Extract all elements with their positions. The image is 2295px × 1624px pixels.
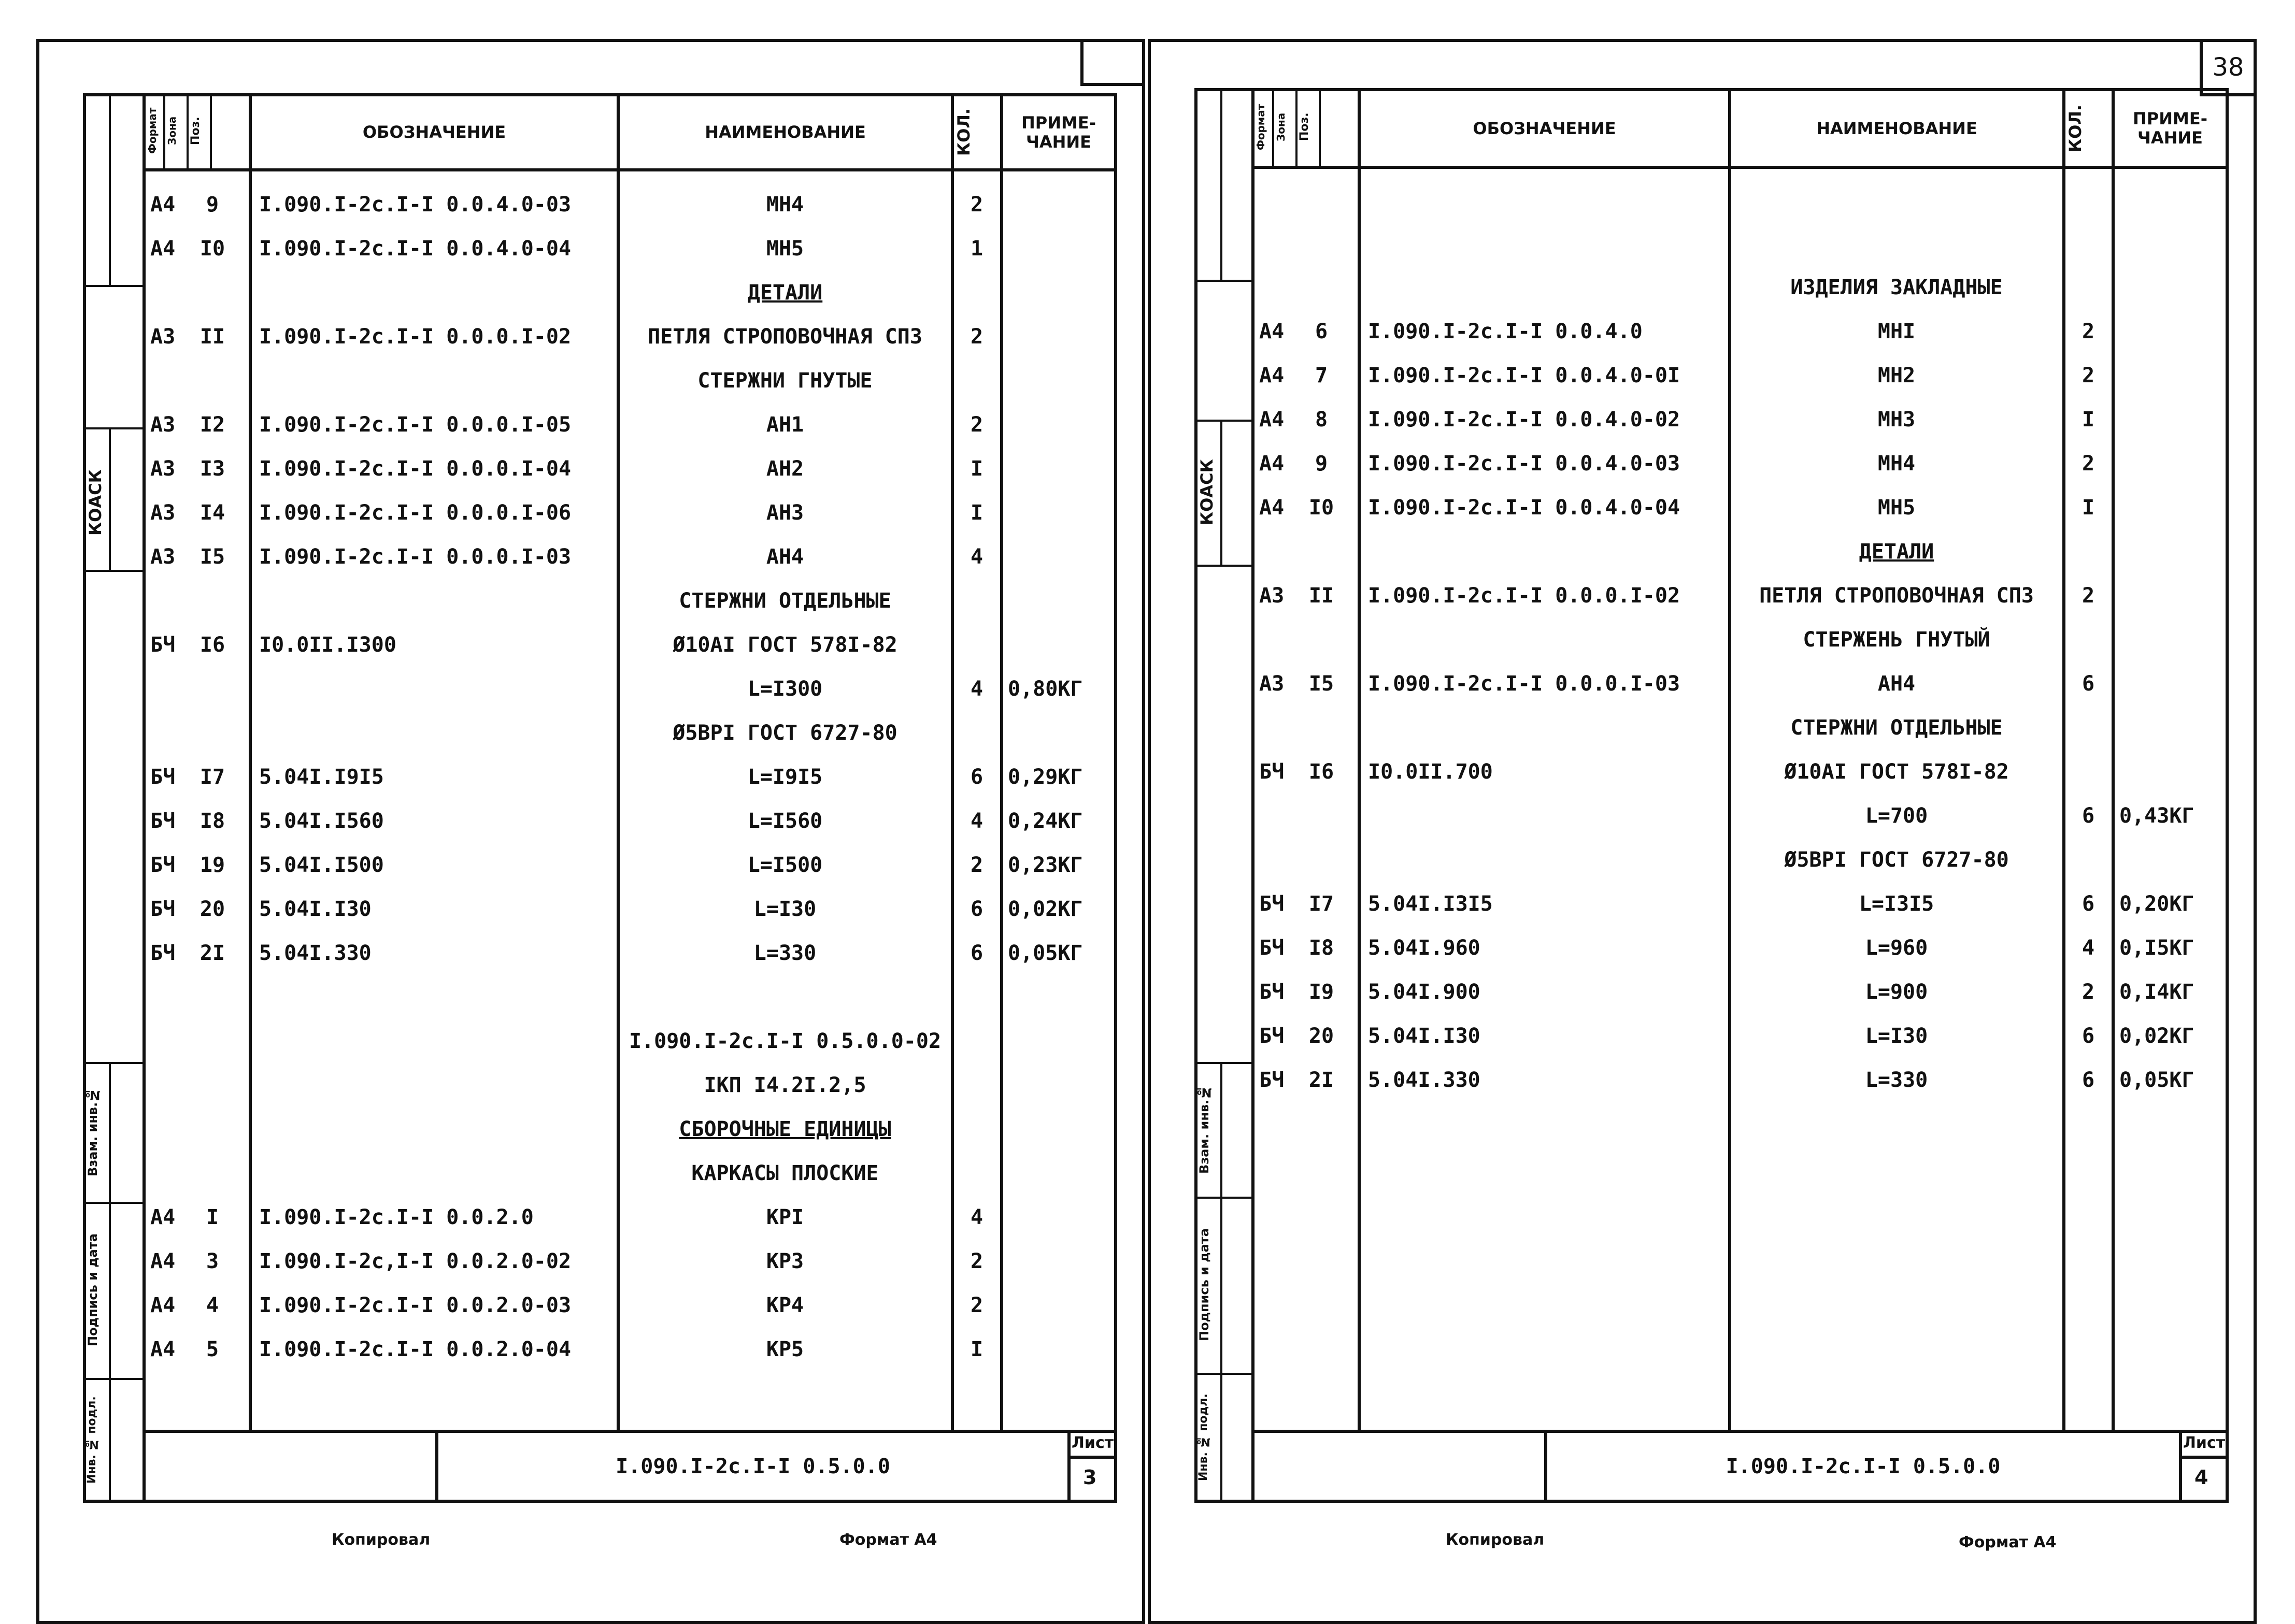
right-row-8-name: ПЕТЛЯ СТРОПОВОЧНАЯ СП3 (1759, 584, 2034, 608)
left-row-6-qty: I (970, 457, 983, 481)
left-row-7-pos: I4 (199, 501, 225, 525)
right-row-2-note (2119, 310, 2223, 353)
left-row-4-name: СТЕРЖНИ ГНУТЫЕ (697, 369, 873, 393)
left-row-23-fmt: А4 (150, 1205, 176, 1229)
right-row-2-pos: 6 (1315, 320, 1328, 343)
left-row-13-name: L=I9I5 (747, 765, 823, 789)
left-row-13-note: 0,29КГ (1008, 765, 1083, 789)
right-row-5-des: I.090.I-2c.I-I 0.0.4.0-03 (1368, 452, 1680, 476)
left-row-14-fmt: БЧ (150, 809, 176, 833)
left-copied: Копировал (332, 1531, 431, 1549)
left-row-14-qty: 4 (970, 809, 983, 833)
right-row-10-pos: I5 (1308, 672, 1334, 696)
left-row-13-des: 5.04I.I9I5 (259, 765, 384, 789)
left-row-7-name: АН3 (766, 501, 804, 525)
left-row-0-qty: 2 (970, 193, 983, 217)
left-header-zone: Зона (166, 116, 178, 146)
right-row-15-des: 5.04I.I3I5 (1368, 892, 1493, 916)
left-header-pos: Поз. (189, 117, 202, 145)
left-header-name: НАИМЕНОВАНИЕ (705, 122, 866, 142)
left-row-11-qty: 4 (970, 677, 983, 701)
left-row-26-fmt: А4 (150, 1338, 176, 1361)
right-row-7-name: ДЕТАЛИ (1859, 540, 1934, 564)
left-row-23-des: I.090.I-2c.I-I 0.0.2.0 (259, 1205, 534, 1229)
right-row-17-pos: I9 (1308, 980, 1334, 1004)
right-header-zone: Зона (1275, 112, 1287, 141)
right-row-16-qty: 4 (2082, 936, 2095, 960)
left-row-20-name: IКП I4.2I.2,5 (704, 1073, 866, 1097)
right-row-3-qty: 2 (2082, 364, 2095, 387)
right-row-14-name: Ø5ВРI ГОСТ 6727-80 (1784, 848, 2009, 872)
left-row-26-name: КР5 (766, 1338, 804, 1361)
right-row-6-des: I.090.I-2c.I-I 0.0.4.0-04 (1368, 496, 1680, 520)
right-row-5-qty: 2 (2082, 452, 2095, 476)
right-row-19-name: L=330 (1865, 1068, 1928, 1092)
left-row-24-fmt: А4 (150, 1249, 176, 1273)
left-row-25-qty: 2 (970, 1294, 983, 1317)
right-row-6-note (2119, 486, 2223, 529)
right-vzam-label: Взам. инв.№ (1197, 1085, 1211, 1174)
right-copied: Копировал (1446, 1531, 1545, 1549)
left-row-14-name: L=I560 (747, 809, 823, 833)
left-format: Формат А4 (839, 1531, 937, 1549)
right-header-name: НАИМЕНОВАНИЕ (1816, 118, 1977, 138)
left-row-1-note (1008, 227, 1111, 270)
left-header-qty: КОЛ. (954, 108, 974, 156)
left-row-18-name (622, 975, 948, 1019)
left-row-16-pos: 20 (199, 897, 225, 921)
right-row-8-pos: II (1308, 584, 1334, 608)
left-row-25-pos: 4 (206, 1294, 219, 1317)
left-sheet-label: Лист (1072, 1434, 1114, 1452)
left-row-25-note (1008, 1284, 1111, 1327)
left-row-11-name: L=I300 (747, 677, 823, 701)
left-row-26-des: I.090.I-2c.I-I 0.0.2.0-04 (259, 1338, 572, 1361)
left-row-9-name: СТЕРЖНИ ОТДЕЛЬНЫЕ (679, 589, 891, 613)
right-row-17-qty: 2 (2082, 980, 2095, 1004)
left-row-0-note (1008, 183, 1111, 226)
right-row-13-qty: 6 (2082, 804, 2095, 828)
left-stamp-code: I.090.I-2c.I-I 0.5.0.0 (616, 1454, 890, 1478)
right-row-4-note (2119, 398, 2223, 441)
right-row-16-des: 5.04I.960 (1368, 936, 1480, 960)
left-row-26-qty: I (970, 1338, 983, 1361)
left-row-5-name: АН1 (766, 413, 804, 437)
left-row-7-fmt: А3 (150, 501, 176, 525)
left-inv-label: Инв. № подл. (85, 1396, 98, 1484)
left-row-17-note: 0,05КГ (1008, 941, 1083, 965)
right-row-2-name: МНI (1877, 320, 1916, 343)
right-row-15-note: 0,20КГ (2119, 892, 2194, 916)
right-row-17-fmt: БЧ (1259, 980, 1285, 1004)
left-row-7-note (1008, 491, 1111, 535)
left-row-17-des: 5.04I.330 (259, 941, 372, 965)
left-row-14-des: 5.04I.I560 (259, 809, 384, 833)
right-sheet-label: Лист (2183, 1434, 2226, 1452)
right-row-5-fmt: А4 (1259, 452, 1285, 476)
left-row-0-name: МН4 (766, 193, 804, 217)
right-row-18-name: L=I30 (1865, 1024, 1928, 1048)
left-row-23-pos: I (206, 1205, 219, 1229)
left-row-24-note (1008, 1240, 1111, 1283)
right-row-5-note (2119, 442, 2223, 485)
left-row-24-pos: 3 (206, 1249, 219, 1273)
right-row-19-note: 0,05КГ (2119, 1068, 2194, 1092)
left-row-3-fmt: А3 (150, 325, 176, 349)
right-stamp-code: I.090.I-2c.I-I 0.5.0.0 (1726, 1454, 2001, 1478)
left-row-21-name: СБОРОЧНЫЕ ЕДИНИЦЫ (679, 1117, 891, 1141)
right-row-16-name: L=960 (1865, 936, 1928, 960)
left-row-17-name: L=330 (753, 941, 817, 965)
left-row-15-note: 0,23КГ (1008, 853, 1083, 877)
left-row-13-qty: 6 (970, 765, 983, 789)
left-row-3-qty: 2 (970, 325, 983, 349)
right-row-3-fmt: А4 (1259, 364, 1285, 387)
left-row-6-des: I.090.I-2c.I-I 0.0.0.I-04 (259, 457, 572, 481)
left-row-16-name: L=I30 (753, 897, 817, 921)
left-row-17-fmt: БЧ (150, 941, 176, 965)
left-row-3-name: ПЕТЛЯ СТРОПОВОЧНАЯ СП3 (648, 325, 922, 349)
left-row-3-note (1008, 315, 1111, 358)
right-header-designation: ОБОЗНАЧЕНИЕ (1473, 118, 1616, 138)
left-row-3-pos: II (199, 325, 225, 349)
right-row-18-pos: 20 (1308, 1024, 1334, 1048)
right-row-18-note: 0,02КГ (2119, 1024, 2194, 1048)
right-row-17-des: 5.04I.900 (1368, 980, 1480, 1004)
left-row-17-pos: 2I (199, 941, 225, 965)
left-row-7-qty: I (970, 501, 983, 525)
left-vzam-label: Взам. инв.№ (85, 1087, 100, 1176)
left-row-8-des: I.090.I-2c.I-I 0.0.0.I-03 (259, 545, 572, 569)
right-row-15-fmt: БЧ (1259, 892, 1285, 916)
left-row-10-des: I0.0II.I300 (259, 633, 396, 657)
right-row-4-name: МН3 (1877, 408, 1916, 432)
left-row-3-des: I.090.I-2c.I-I 0.0.0.I-02 (259, 325, 572, 349)
right-row-12-name: Ø10АI ГОСТ 578I-82 (1784, 760, 2009, 784)
left-row-5-pos: I2 (199, 413, 225, 437)
right-row-2-fmt: А4 (1259, 320, 1285, 343)
left-row-10-fmt: БЧ (150, 633, 176, 657)
left-row-15-qty: 2 (970, 853, 983, 877)
left-row-19-name: I.090.I-2c.I-I 0.5.0.0-02 (629, 1029, 942, 1053)
left-sheet-number: 3 (1083, 1466, 1097, 1489)
right-row-12-pos: I6 (1308, 760, 1334, 784)
left-row-8-pos: I5 (199, 545, 225, 569)
left-row-6-pos: I3 (199, 457, 225, 481)
right-row-3-name: МН2 (1877, 364, 1916, 387)
right-row-1-name: ИЗДЕЛИЯ ЗАКЛАДНЫЕ (1790, 276, 2003, 299)
left-row-8-fmt: А3 (150, 545, 176, 569)
right-row-18-qty: 6 (2082, 1024, 2095, 1048)
left-row-5-note (1008, 403, 1111, 447)
right-header-note: ПРИМЕ- ЧАНИЕ (2133, 109, 2207, 148)
right-header-qty: КОЛ. (2065, 104, 2085, 152)
left-row-26-pos: 5 (206, 1338, 219, 1361)
right-row-8-qty: 2 (2082, 584, 2095, 608)
right-format: Формат А4 (1959, 1533, 2057, 1551)
right-row-17-note: 0,I4КГ (2119, 980, 2194, 1004)
left-podpis-label: Подпись и дата (85, 1233, 100, 1346)
right-row-10-qty: 6 (2082, 672, 2095, 696)
right-row-0-name (1733, 222, 2060, 265)
right-row-12-note (2119, 750, 2223, 794)
left-row-12-name: Ø5ВРI ГОСТ 6727-80 (673, 721, 897, 745)
left-row-1-name: МН5 (766, 237, 804, 261)
right-row-6-fmt: А4 (1259, 496, 1285, 520)
right-row-10-name: АН4 (1877, 672, 1916, 696)
right-row-12-qty (2065, 750, 2112, 794)
left-row-16-note: 0,02КГ (1008, 897, 1083, 921)
right-row-19-pos: 2I (1308, 1068, 1334, 1092)
right-row-12-fmt: БЧ (1259, 760, 1285, 784)
left-row-5-des: I.090.I-2c.I-I 0.0.0.I-05 (259, 413, 572, 437)
left-row-1-des: I.090.I-2c.I-I 0.0.4.0-04 (259, 237, 572, 261)
left-row-15-pos: 19 (199, 853, 225, 877)
left-row-10-pos: I6 (199, 633, 225, 657)
left-row-1-qty: 1 (970, 237, 983, 261)
right-row-8-des: I.090.I-2c.I-I 0.0.0.I-02 (1368, 584, 1680, 608)
right-row-12-des: I0.0II.700 (1368, 760, 1493, 784)
left-row-11-note: 0,80КГ (1008, 677, 1083, 701)
left-row-5-fmt: А3 (150, 413, 176, 437)
left-row-25-fmt: А4 (150, 1294, 176, 1317)
right-row-19-qty: 6 (2082, 1068, 2095, 1092)
left-row-2-name: ДЕТАЛИ (747, 281, 823, 305)
left-row-10-qty (953, 623, 1000, 667)
left-row-26-note (1008, 1328, 1111, 1371)
left-row-16-fmt: БЧ (150, 897, 176, 921)
left-row-8-note (1008, 535, 1111, 579)
left-row-24-qty: 2 (970, 1249, 983, 1273)
right-sheet-number: 4 (2194, 1466, 2208, 1489)
left-row-22-name: КАРКАСЫ ПЛОСКИЕ (691, 1161, 879, 1185)
left-row-8-qty: 4 (970, 545, 983, 569)
left-row-10-name: Ø10АI ГОСТ 578I-82 (673, 633, 897, 657)
left-row-0-pos: 9 (206, 193, 219, 217)
right-row-15-name: L=I3I5 (1859, 892, 1934, 916)
right-row-18-fmt: БЧ (1259, 1024, 1285, 1048)
left-row-8-name: АН4 (766, 545, 804, 569)
right-row-9-name: СТЕРЖЕНЬ ГНУТЫЙ (1803, 628, 1990, 652)
right-podpis-label: Подпись и дата (1197, 1228, 1211, 1341)
left-row-16-qty: 6 (970, 897, 983, 921)
right-row-5-pos: 9 (1315, 452, 1328, 476)
left-row-10-note (1008, 623, 1111, 667)
left-row-24-des: I.090.I-2c,I-I 0.0.2.0-02 (259, 1249, 572, 1273)
left-row-14-pos: I8 (199, 809, 225, 833)
left-row-25-des: I.090.I-2c.I-I 0.0.2.0-03 (259, 1294, 572, 1317)
right-row-8-fmt: А3 (1259, 584, 1285, 608)
right-row-6-name: МН5 (1877, 496, 1916, 520)
left-row-7-des: I.090.I-2c.I-I 0.0.0.I-06 (259, 501, 572, 525)
left-row-6-fmt: А3 (150, 457, 176, 481)
left-row-6-name: АН2 (766, 457, 804, 481)
right-row-10-note (2119, 662, 2223, 706)
right-row-17-name: L=900 (1865, 980, 1928, 1004)
left-row-15-name: L=I500 (747, 853, 823, 877)
left-row-5-qty: 2 (970, 413, 983, 437)
right-row-19-fmt: БЧ (1259, 1068, 1285, 1092)
left-row-25-name: КР4 (766, 1294, 804, 1317)
right-row-10-fmt: А3 (1259, 672, 1285, 696)
right-row-2-qty: 2 (2082, 320, 2095, 343)
left-row-6-note (1008, 447, 1111, 491)
left-row-15-fmt: БЧ (150, 853, 176, 877)
left-koask-label: КОАСК (85, 469, 105, 536)
left-row-13-pos: I7 (199, 765, 225, 789)
right-row-19-des: 5.04I.330 (1368, 1068, 1480, 1092)
right-row-11-name: СТЕРЖНИ ОТДЕЛЬНЫЕ (1790, 716, 2003, 740)
right-row-8-note (2119, 574, 2223, 617)
left-row-24-name: КР3 (766, 1249, 804, 1273)
right-row-4-des: I.090.I-2c.I-I 0.0.4.0-02 (1368, 408, 1680, 432)
left-row-14-note: 0,24КГ (1008, 809, 1083, 833)
right-header-pos: Поз. (1298, 112, 1311, 141)
right-koask-label: КОАСК (1197, 459, 1217, 525)
right-row-15-pos: I7 (1308, 892, 1334, 916)
left-row-15-des: 5.04I.I500 (259, 853, 384, 877)
right-row-16-pos: I8 (1308, 936, 1334, 960)
left-row-16-des: 5.04I.I30 (259, 897, 372, 921)
left-header-designation: ОБОЗНАЧЕНИЕ (362, 122, 506, 142)
left-header-note: ПРИМЕ- ЧАНИЕ (1021, 112, 1096, 152)
left-row-17-qty: 6 (970, 941, 983, 965)
right-row-5-name: МН4 (1877, 452, 1916, 476)
left-row-1-fmt: А4 (150, 237, 176, 261)
right-row-4-pos: 8 (1315, 408, 1328, 432)
right-row-4-qty: I (2082, 408, 2095, 432)
left-row-23-name: КРI (766, 1205, 804, 1229)
right-row-16-fmt: БЧ (1259, 936, 1285, 960)
right-inv-label: Инв. № подл. (1197, 1393, 1210, 1482)
right-row-6-pos: I0 (1308, 496, 1334, 520)
right-row-16-note: 0,I5КГ (2119, 936, 2194, 960)
right-row-3-pos: 7 (1315, 364, 1328, 387)
page-number: 38 (2212, 52, 2244, 82)
left-row-1-pos: I0 (199, 237, 225, 261)
left-row-0-des: I.090.I-2c.I-I 0.0.4.0-03 (259, 193, 572, 217)
right-row-13-note: 0,43КГ (2119, 804, 2194, 828)
right-row-18-des: 5.04I.I30 (1368, 1024, 1480, 1048)
right-row-2-des: I.090.I-2c.I-I 0.0.4.0 (1368, 320, 1643, 343)
left-header-format: Формат (146, 107, 159, 154)
left-row-0-fmt: А4 (150, 193, 176, 217)
right-row-15-qty: 6 (2082, 892, 2095, 916)
right-header-format: Формат (1255, 104, 1267, 150)
left-row-23-qty: 4 (970, 1205, 983, 1229)
right-row-10-des: I.090.I-2c.I-I 0.0.0.I-03 (1368, 672, 1680, 696)
right-row-6-qty: I (2082, 496, 2095, 520)
right-row-4-fmt: А4 (1259, 408, 1285, 432)
right-row-3-note (2119, 354, 2223, 397)
left-row-23-note (1008, 1196, 1111, 1239)
left-row-13-fmt: БЧ (150, 765, 176, 789)
right-row-3-des: I.090.I-2c.I-I 0.0.4.0-0I (1368, 364, 1680, 387)
right-row-13-name: L=700 (1865, 804, 1928, 828)
